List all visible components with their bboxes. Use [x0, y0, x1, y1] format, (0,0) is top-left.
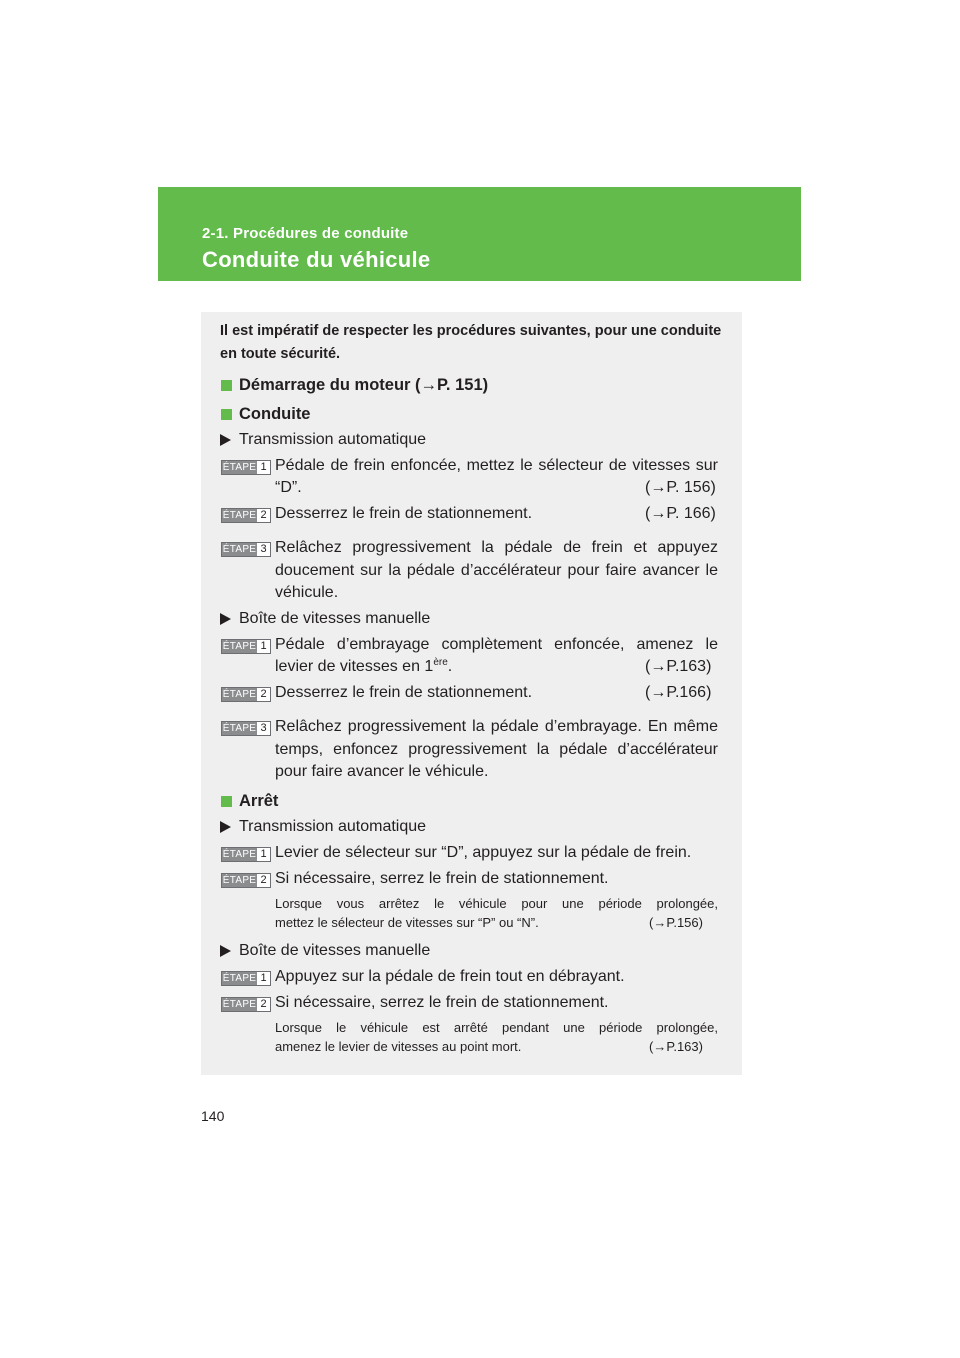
sub-manual-title: Boîte de vitesses manuelle: [239, 610, 431, 627]
step-label: ÉTAPE: [222, 462, 257, 473]
heading-start-ref: P. 151): [437, 376, 489, 394]
page-title: Conduite du véhicule: [202, 247, 431, 272]
arrow-right-icon: →: [420, 376, 438, 394]
reference-text: P. 166): [666, 505, 716, 522]
drive-auto-step3-line2: doucement sur la pédale d’accélérateur pour faire avancer le: [275, 562, 718, 579]
step-number: 2: [260, 688, 267, 700]
page-number: 140: [201, 1108, 225, 1124]
step-badge: [221, 873, 271, 888]
heading-start-text: Démarrage du moteur (: [239, 376, 421, 394]
page-reference: (→P.156): [649, 915, 703, 930]
step-badge: [221, 997, 271, 1012]
sub-auto-transmission: [220, 431, 426, 449]
step-label: ÉTAPE: [222, 641, 257, 652]
step-label: ÉTAPE: [222, 973, 257, 984]
drive-manual-step2: Desserrez le frein de stationnement.: [275, 684, 533, 701]
sub-auto-title: Transmission automatique: [239, 818, 427, 835]
step-label: ÉTAPE: [222, 999, 257, 1010]
step-badge: [221, 687, 271, 702]
gear-text: levier de vitesses en 1: [275, 658, 434, 675]
step-number: 2: [260, 874, 267, 886]
reference-text: P.156): [666, 915, 703, 930]
drive-manual-step1-line1: Pédale d’embrayage complètement enfoncée, amenez le: [275, 636, 718, 653]
drive-manual-step3-line2: temps, enfoncez progressivement la pédale d’accélérateur: [275, 741, 718, 758]
sub-auto-title: Transmission automatique: [239, 431, 427, 448]
arrow-right-icon: →: [650, 479, 667, 496]
sub-manual-title: Boîte de vitesses manuelle: [239, 942, 431, 959]
square-bullet-icon: [221, 380, 232, 391]
section-label: 2-1. Procédures de conduite: [202, 225, 409, 242]
step-label: ÉTAPE: [222, 723, 257, 734]
square-bullet-icon: [221, 409, 232, 420]
arrow-right-icon: →: [650, 684, 667, 701]
stop-manual-note-line1: Lorsque le véhicule est arrêté pendant une période prolongée,: [275, 1020, 718, 1035]
heading-stop: [221, 792, 278, 811]
step-label: ÉTAPE: [222, 510, 257, 521]
triangle-bullet-icon: [220, 821, 231, 833]
drive-manual-step3-line1: Relâchez progressivement la pédale d’embrayage. En même: [275, 718, 718, 735]
arrow-right-icon: →: [650, 505, 667, 522]
step-number: 3: [260, 722, 267, 734]
step-label: ÉTAPE: [222, 849, 257, 860]
triangle-bullet-icon: [220, 613, 231, 625]
page-reference: (→P.166): [645, 684, 712, 701]
heading-start-engine: [221, 376, 488, 395]
reference-text: P. 156): [666, 479, 716, 496]
page-reference: (→P. 156): [645, 479, 716, 496]
step-label: ÉTAPE: [222, 544, 257, 555]
stop-auto-note-line2: mettez le sélecteur de vitesses sur “P” ou “N”.: [275, 915, 539, 930]
step-badge: [221, 639, 271, 654]
page-reference: (→P. 166): [645, 505, 716, 522]
step-number: 1: [260, 848, 267, 860]
triangle-bullet-icon: [220, 434, 231, 446]
stop-manual-step2: Si nécessaire, serrez le frein de stationnement.: [275, 994, 609, 1011]
intro-line-1: Il est impératif de respecter les procédures suivantes, pour une conduite: [220, 323, 722, 339]
step-number: 1: [260, 972, 267, 984]
step-label: ÉTAPE: [222, 689, 257, 700]
step-number: 3: [260, 543, 267, 555]
heading-stop-text: Arrêt: [239, 792, 279, 810]
heading-driving-text: Conduite: [239, 405, 311, 423]
arrow-right-icon: →: [653, 915, 667, 930]
drive-auto-step3-line1: Relâchez progressivement la pédale de frein et appuyez: [275, 539, 718, 556]
sub-manual-transmission: [220, 610, 430, 628]
section-header: [158, 187, 801, 281]
stop-manual-note-line2: amenez le levier de vitesses au point mort.: [275, 1039, 522, 1054]
step-number: 1: [260, 461, 267, 473]
page-reference: (→P.163): [645, 658, 712, 675]
step-badge: [221, 508, 271, 523]
drive-auto-step3-line3: véhicule.: [275, 584, 339, 601]
sub-manual-transmission: [220, 942, 430, 960]
reference-text: P.166): [666, 684, 712, 701]
sub-auto-transmission: [220, 818, 426, 836]
step-label: ÉTAPE: [222, 875, 257, 886]
arrow-right-icon: →: [653, 1039, 667, 1054]
step-number: 1: [260, 640, 267, 652]
step-badge: [221, 847, 271, 862]
stop-auto-step1: Levier de sélecteur sur “D”, appuyez sur la pédale de frein.: [275, 844, 692, 861]
step-badge: [221, 460, 271, 475]
page-reference: (→P.163): [649, 1039, 703, 1054]
arrow-right-icon: →: [650, 658, 667, 675]
step-badge: [221, 721, 271, 736]
ordinal-sup: ère: [433, 657, 448, 668]
triangle-bullet-icon: [220, 945, 231, 957]
step-number: 2: [260, 509, 267, 521]
step-badge: [221, 971, 271, 986]
stop-auto-step2: Si nécessaire, serrez le frein de stationnement.: [275, 870, 609, 887]
drive-auto-step1-line2: “D”.: [275, 479, 302, 496]
heading-driving: [221, 405, 311, 424]
intro-line-2: en toute sécurité.: [220, 346, 341, 362]
period: .: [447, 658, 453, 675]
drive-auto-step1-line1: Pédale de frein enfoncée, mettez le sélecteur de vitesses sur: [275, 457, 718, 474]
drive-manual-step3-line3: pour faire avancer le véhicule.: [275, 763, 489, 780]
step-number: 2: [260, 998, 267, 1010]
reference-text: P.163): [666, 658, 712, 675]
stop-manual-step1: Appuyez sur la pédale de frein tout en débrayant.: [275, 968, 625, 985]
drive-manual-step1-line2: [275, 658, 452, 676]
drive-auto-step2: Desserrez le frein de stationnement.: [275, 505, 533, 522]
step-badge: [221, 542, 271, 557]
square-bullet-icon: [221, 796, 232, 807]
reference-text: P.163): [666, 1039, 703, 1054]
stop-auto-note-line1: Lorsque vous arrêtez le véhicule pour une période prolongée,: [275, 896, 718, 911]
